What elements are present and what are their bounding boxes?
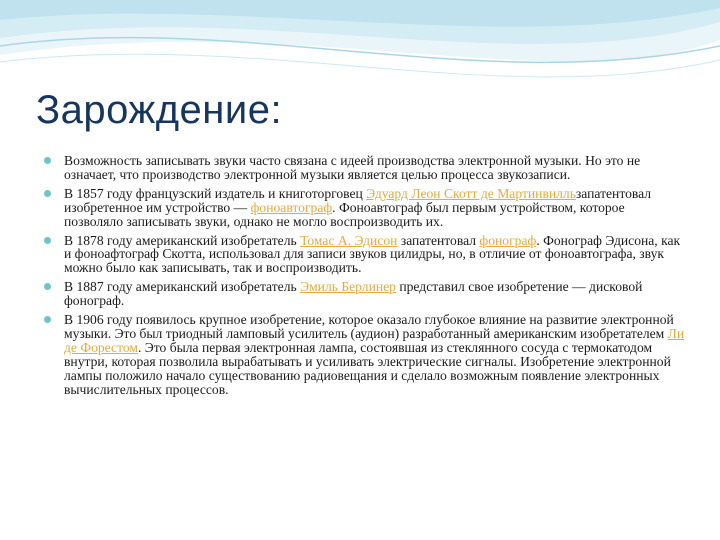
bullet-dot-icon — [44, 316, 51, 323]
bullet-text: . Фоноавтограф был первым устройством, которое позволяло записывать звуки, однако не могло воспроизводить их. — [64, 199, 625, 229]
bullet-item — [44, 280, 686, 308]
link-de-forest[interactable]: Ли де Форестом — [64, 325, 685, 355]
bullet-text: В 1857 году французский издатель и книготорговец — [64, 185, 367, 201]
bullet-item — [44, 234, 686, 276]
bullet-item — [44, 187, 686, 229]
bullet-text: запатентовал изобретенное им устройство — — [64, 185, 652, 215]
bullet-text: представил свое изобретение — дисковой фонограф. — [64, 279, 643, 309]
bullet-text: В 1878 году американский изобретатель — [64, 232, 301, 248]
bullet-dot-icon — [44, 157, 51, 164]
link-phonograph[interactable]: фонограф — [479, 232, 537, 248]
bullet-text: . Фонограф Эдисона, как и фоноафтограф Скотта, использовал для записи звуков цилидры, но, в отличие от фоноавтографа, звук можно было как записывать, так и воспроизводить. — [64, 232, 681, 276]
bullet-text: запатентовал — [397, 232, 480, 248]
bullet-dot-icon — [44, 190, 51, 197]
bullet-text: В 1887 году американский изобретатель — [64, 279, 301, 295]
bullet-dot-icon — [44, 237, 51, 244]
bullet-text: Возможность записывать звуки часто связана с идеей производства электронной музыки. Но это не означает, что производство электронной музыки является целью процесса звукозаписи. — [64, 153, 641, 182]
bullet-item — [44, 313, 686, 396]
bullet-text: В 1906 году появилось крупное изобретение, которое оказало глубокое влияние на развитие электронной музыки. Это был триодный ламповый усилитель (аудион) разработанный американским изобретателем — [64, 312, 674, 341]
bullet-item — [44, 154, 686, 182]
link-scott[interactable]: Эдуард Леон Скотт де Мартинвилль — [366, 185, 576, 201]
bullet-text: . Это была первая электронная лампа, состоявшая из стеклянного сосуда с термокатодом внутри, которая позволила вырабатывать и усиливать электрические сигналы. Изобретение электронной лампы положило начало существованию радиовещания и сделало возможным появление электронных вычислительных процессов. — [64, 339, 671, 397]
slide-title: Зарождение: — [36, 88, 283, 132]
bullet-list — [44, 154, 686, 402]
bullet-dot-icon — [44, 283, 51, 290]
link-berliner[interactable]: Эмиль Берлинер — [300, 279, 396, 295]
link-edison[interactable]: Томас А. Эдисон — [300, 232, 398, 248]
link-phonautograph[interactable]: фоноавтограф — [250, 199, 333, 215]
